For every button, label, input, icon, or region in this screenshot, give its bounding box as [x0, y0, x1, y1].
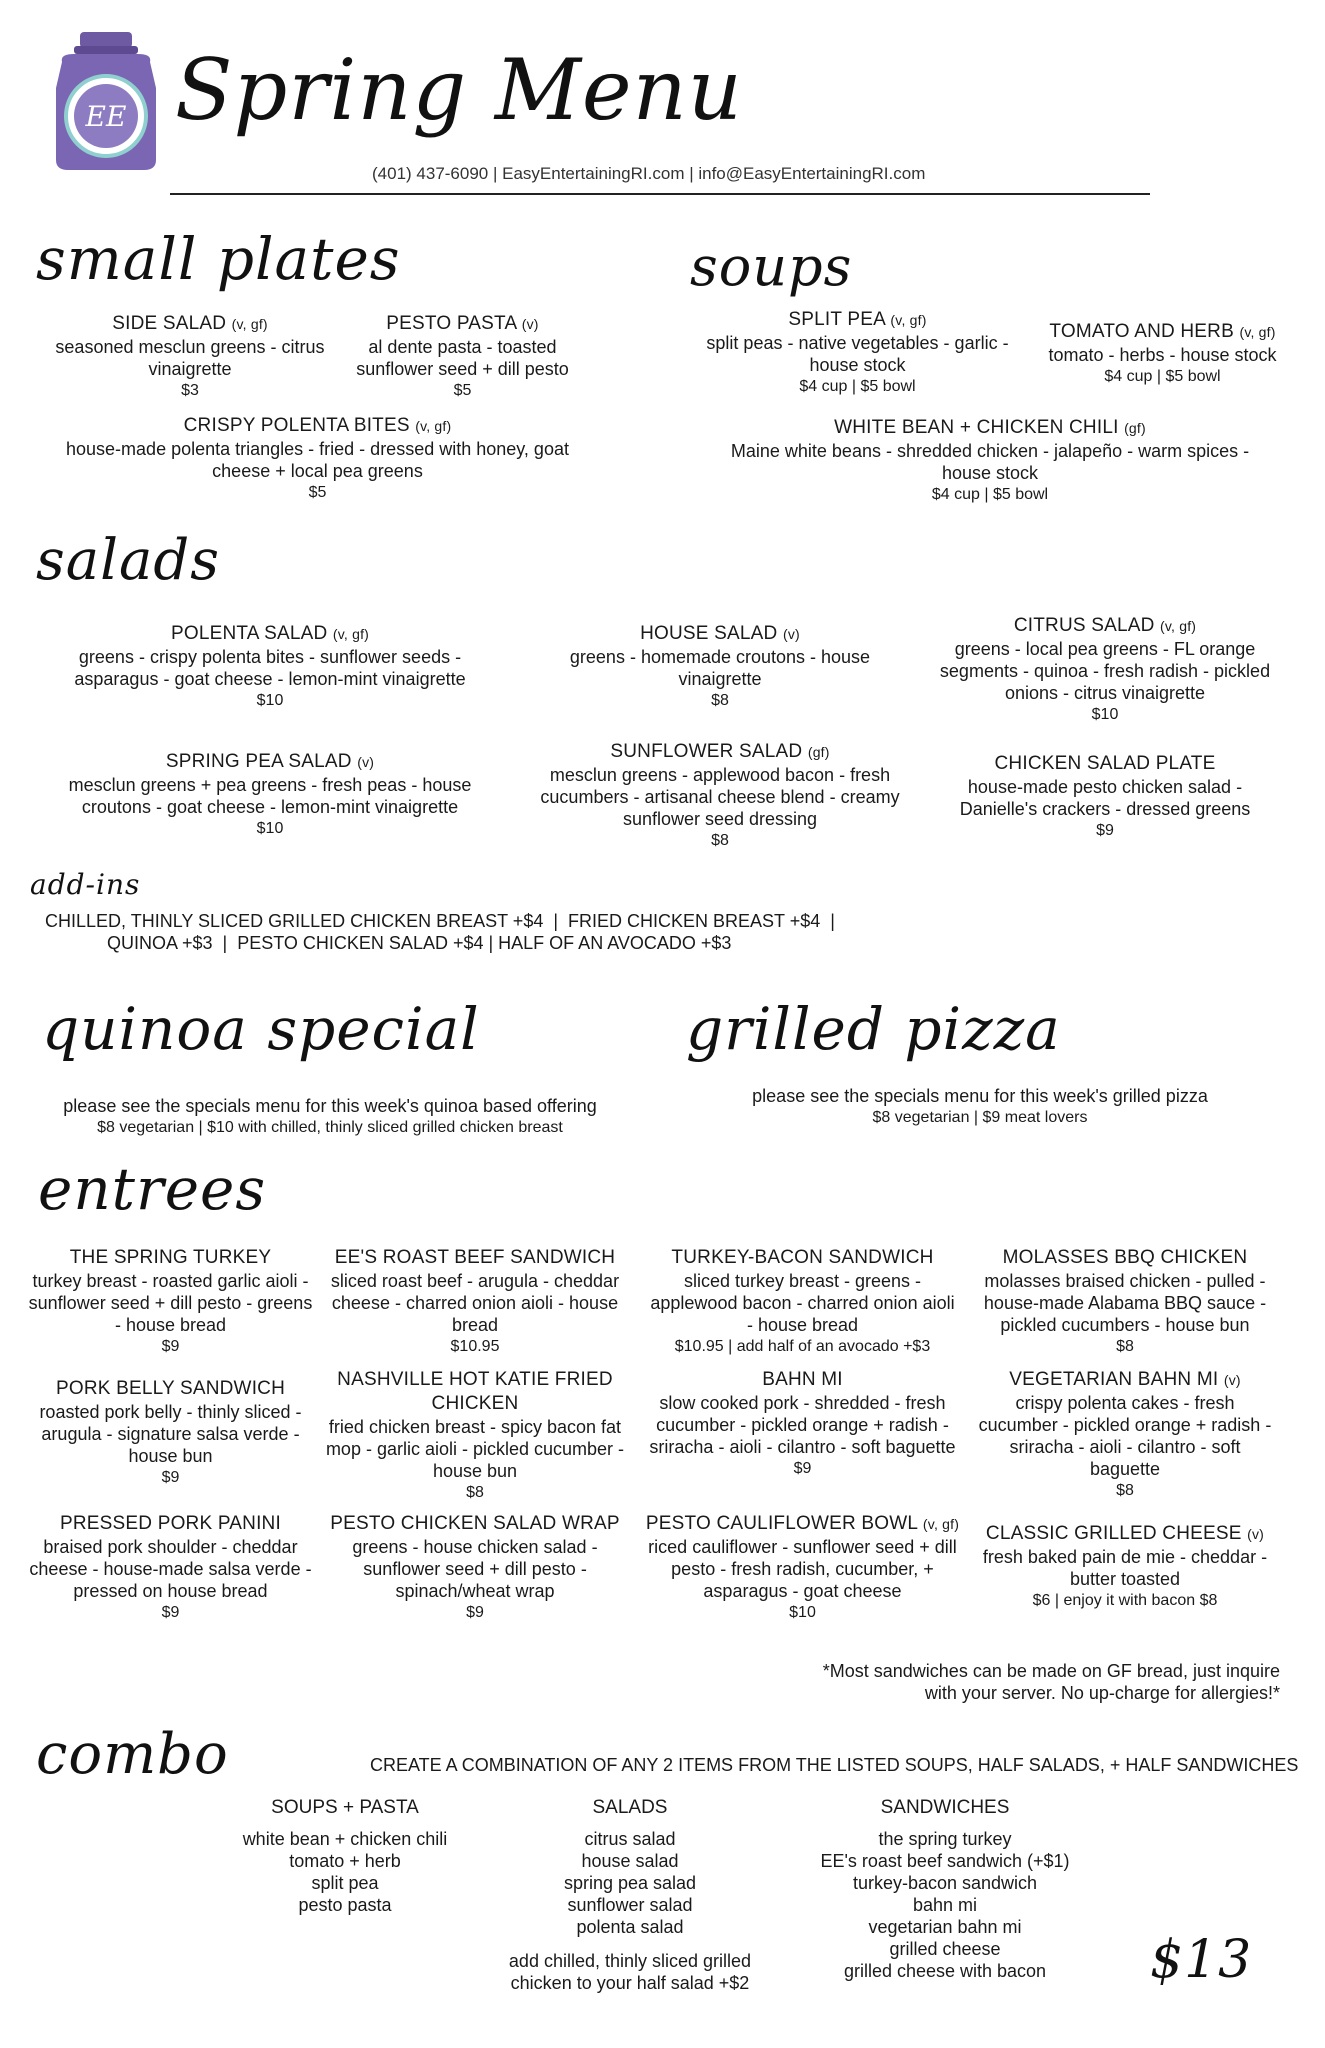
- item-tag: (gf): [807, 744, 830, 760]
- add-ins-line-2: QUINOA +$3 | PESTO CHICKEN SALAD +$4 | HALF OF AN AVOCADO +$3: [107, 933, 732, 953]
- combo-option: bahn mi: [912, 1895, 978, 1915]
- menu-item-crispy-polenta-bites: [40, 414, 595, 504]
- item-price: $6 | enjoy it with bacon $8: [1032, 1592, 1218, 1609]
- menu-item-spring-turkey: [28, 1246, 313, 1358]
- combo-column-salads: [490, 1796, 770, 1994]
- item-name: SPLIT PEA: [788, 309, 885, 330]
- item-price: $9: [466, 1604, 484, 1621]
- item-name: PESTO CAULIFLOWER BOWL: [645, 1513, 918, 1534]
- easy-entertaining-logo: [40, 28, 172, 174]
- item-tag: (v, gf): [922, 1516, 960, 1532]
- quinoa-price: $8 vegetarian | $10 with chilled, thinly sliced grilled chicken breast: [97, 1119, 563, 1136]
- menu-item-polenta-salad: [55, 622, 485, 712]
- item-price: $9: [793, 1460, 812, 1477]
- item-description: al dente pasta - toasted sunflower seed + dill pesto: [356, 337, 569, 379]
- item-name: BAHN MI: [762, 1369, 843, 1390]
- item-name: PORK BELLY SANDWICH: [55, 1378, 286, 1399]
- item-description: fresh baked pain de mie - cheddar - butter toasted: [982, 1547, 1268, 1589]
- section-heading-soups: soups: [690, 235, 853, 298]
- item-price: $5: [453, 382, 472, 399]
- item-description: riced cauliflower - sunflower seed + dill pesto - fresh radish, cucumber, + asparagus - goat cheese: [648, 1537, 957, 1601]
- combo-column-soups-pasta: [215, 1796, 475, 1916]
- item-description: roasted pork belly - thinly sliced - arugula - signature salsa verde - house bun: [39, 1402, 302, 1466]
- contact-line: (401) 437-6090 | EasyEntertainingRI.com | info@EasyEntertainingRI.com: [372, 164, 926, 183]
- menu-item-vegetarian-bahn-mi: [975, 1368, 1275, 1502]
- menu-item-pesto-chicken-salad-wrap: [325, 1512, 625, 1624]
- combo-column-heading: SANDWICHES: [880, 1797, 1010, 1818]
- menu-item-citrus-salad: [925, 614, 1285, 726]
- menu-item-turkey-bacon-sandwich: [645, 1246, 960, 1358]
- item-description: seasoned mesclun greens - citrus vinaigrette: [55, 337, 325, 379]
- item-description: molasses braised chicken - pulled - house-made Alabama BBQ sauce - pickled cucumbers - house bun: [983, 1271, 1267, 1335]
- item-description: greens - crispy polenta bites - sunflower seeds - asparagus - goat cheese - lemon-mint vinaigrette: [74, 647, 466, 689]
- item-name: MOLASSES BBQ CHICKEN: [1002, 1247, 1248, 1268]
- menu-item-side-salad: [40, 312, 340, 402]
- menu-item-bahn-mi: [645, 1368, 960, 1480]
- item-tag: (gf): [1124, 420, 1146, 436]
- section-heading-entrees: entrees: [38, 1155, 267, 1223]
- section-heading-salads: salads: [36, 528, 221, 593]
- pizza-description: please see the specials menu for this week's grilled pizza: [752, 1086, 1208, 1106]
- menu-item-chicken-salad-plate: [945, 752, 1265, 842]
- combo-option: spring pea salad: [563, 1873, 697, 1893]
- menu-item-spring-pea-salad: [55, 750, 485, 840]
- combo-intro: CREATE A COMBINATION OF ANY 2 ITEMS FROM THE LISTED SOUPS, HALF SALADS, + HALF SANDWICHES: [370, 1755, 1299, 1775]
- item-name: POLENTA SALAD: [170, 623, 328, 644]
- gf-note-line-1: *Most sandwiches can be made on GF bread, just inquire: [822, 1661, 1280, 1681]
- item-name: THE SPRING TURKEY: [69, 1247, 272, 1268]
- menu-item-pesto-cauliflower-bowl: [645, 1512, 960, 1624]
- item-name: WHITE BEAN + CHICKEN CHILI: [834, 417, 1119, 438]
- item-description: house-made polenta triangles - fried - dressed with honey, goat cheese + local pea greens: [66, 439, 569, 481]
- item-name: CRISPY POLENTA BITES: [183, 415, 410, 436]
- combo-column-heading: SALADS: [592, 1797, 668, 1818]
- item-description: tomato - herbs - house stock: [1048, 345, 1277, 365]
- combo-option: the spring turkey: [878, 1829, 1012, 1849]
- item-name: SUNFLOWER SALAD: [610, 741, 803, 762]
- item-tag: (v): [521, 316, 539, 332]
- menu-item-classic-grilled-cheese: [975, 1522, 1275, 1612]
- item-price: $9: [161, 1469, 180, 1486]
- item-description: slow cooked pork - shredded - fresh cucumber - pickled orange + radish - sriracha - aioli - cilantro - soft baguette: [649, 1393, 956, 1457]
- combo-column-sandwiches: [800, 1796, 1090, 1982]
- combo-option: polenta salad: [576, 1917, 684, 1937]
- item-tag: (v, gf): [1239, 324, 1276, 340]
- section-heading-combo: combo: [36, 1722, 229, 1787]
- item-price: $10: [789, 1604, 816, 1621]
- item-description: greens - homemade croutons - house vinaigrette: [569, 647, 871, 689]
- grilled-pizza-info: [700, 1085, 1260, 1129]
- item-price: $10.95 | add half of an avocado +$3: [674, 1338, 931, 1355]
- item-name: CITRUS SALAD: [1013, 615, 1155, 636]
- item-tag: (v): [1223, 1372, 1241, 1388]
- item-price: $10.95: [450, 1338, 500, 1355]
- menu-item-roast-beef-sandwich: [325, 1246, 625, 1358]
- item-price: $8: [1116, 1482, 1134, 1499]
- menu-item-house-salad: [555, 622, 885, 712]
- menu-item-pork-belly-sandwich: [28, 1377, 313, 1489]
- item-tag: (v, gf): [1160, 618, 1197, 634]
- item-price: $4 cup | $5 bowl: [799, 378, 916, 395]
- item-description: mesclun greens + pea greens - fresh peas - house croutons - goat cheese - lemon-mint vinaigrette: [68, 775, 472, 817]
- item-tag: (v): [1247, 1526, 1265, 1542]
- pizza-price: $8 vegetarian | $9 meat lovers: [872, 1109, 1088, 1126]
- section-heading-small-plates: small plates: [36, 225, 401, 293]
- item-price: $8: [466, 1484, 484, 1501]
- combo-option: turkey-bacon sandwich: [852, 1873, 1038, 1893]
- combo-option: white bean + chicken chili: [242, 1829, 448, 1849]
- item-description: fried chicken breast - spicy bacon fat mop - garlic aioli - pickled cucumber - house bun: [325, 1417, 625, 1481]
- page-title: Spring Menu: [175, 41, 743, 139]
- combo-option: vegetarian bahn mi: [868, 1917, 1022, 1937]
- item-tag: (v, gf): [231, 316, 268, 332]
- item-name: PRESSED PORK PANINI: [60, 1513, 281, 1534]
- combo-option: split pea: [311, 1873, 379, 1893]
- item-name: CLASSIC GRILLED CHEESE: [985, 1523, 1242, 1544]
- item-name: VEGETARIAN BAHN MI: [1009, 1369, 1219, 1390]
- menu-item-pressed-pork-panini: [28, 1512, 313, 1624]
- item-description: turkey breast - roasted garlic aioli - sunflower seed + dill pesto - greens - house bread: [28, 1271, 313, 1335]
- item-name: EE'S ROAST BEEF SANDWICH: [334, 1247, 616, 1268]
- item-price: $4 cup | $5 bowl: [931, 486, 1049, 503]
- menu-item-white-bean-chili: [705, 416, 1275, 506]
- item-price: $9: [161, 1338, 180, 1355]
- item-name: NASHVILLE HOT KATIE FRIED CHICKEN: [337, 1369, 613, 1414]
- menu-item-nashville-hot-chicken: [325, 1368, 625, 1504]
- item-description: mesclun greens - applewood bacon - fresh cucumbers - artisanal cheese blend - creamy sunflower seed dressing: [540, 765, 900, 829]
- combo-option: grilled cheese: [889, 1939, 1001, 1959]
- item-name: SPRING PEA SALAD: [165, 751, 352, 772]
- svg-text:EE: EE: [85, 100, 127, 133]
- add-ins-line-1: CHILLED, THINLY SLICED GRILLED CHICKEN BREAST +$4 | FRIED CHICKEN BREAST +$4 |: [45, 911, 835, 931]
- item-price: $3: [181, 382, 199, 399]
- item-price: $8: [1116, 1338, 1134, 1355]
- item-description: braised pork shoulder - cheddar cheese - house-made salsa verde - pressed on house bread: [29, 1537, 312, 1601]
- combo-option: grilled cheese with bacon: [843, 1961, 1047, 1981]
- item-price: $10: [1091, 706, 1119, 723]
- gluten-free-note: [700, 1660, 1280, 1704]
- item-name: TOMATO AND HERB: [1049, 321, 1234, 342]
- item-price: $8: [711, 692, 729, 709]
- menu-item-split-pea: [695, 308, 1020, 398]
- menu-item-pesto-pasta: [340, 312, 585, 402]
- combo-option: sunflower salad: [567, 1895, 693, 1915]
- item-price: $8: [711, 832, 729, 849]
- item-price: $4 cup | $5 bowl: [1104, 368, 1221, 385]
- item-name: SIDE SALAD: [112, 313, 227, 334]
- gf-note-line-2: with your server. No up-charge for allergies!*: [924, 1683, 1280, 1703]
- combo-option: pesto pasta: [298, 1895, 392, 1915]
- item-price: $5: [308, 484, 327, 501]
- section-heading-add-ins: add-ins: [30, 868, 141, 901]
- item-description: split peas - native vegetables - garlic - house stock: [706, 333, 1009, 375]
- item-price: $10: [256, 820, 284, 837]
- combo-option: citrus salad: [584, 1829, 676, 1849]
- item-price: $9: [1096, 822, 1114, 839]
- combo-salad-addon-note: add chilled, thinly sliced grilled chicken to your half salad +$2: [508, 1951, 752, 1993]
- item-price: $9: [161, 1604, 180, 1621]
- menu-item-tomato-herb: [1035, 320, 1290, 388]
- quinoa-description: please see the specials menu for this week's quinoa based offering: [63, 1096, 597, 1116]
- item-name: TURKEY-BACON SANDWICH: [671, 1247, 934, 1268]
- item-description: house-made pesto chicken salad - Danielle's crackers - dressed greens: [959, 777, 1251, 819]
- quinoa-special-info: [40, 1095, 620, 1139]
- header-divider: [170, 193, 1150, 195]
- item-name: CHICKEN SALAD PLATE: [994, 753, 1216, 774]
- item-tag: (v): [357, 754, 375, 770]
- item-price: $10: [256, 692, 284, 709]
- item-name: PESTO PASTA: [386, 313, 517, 334]
- combo-price: $13: [1150, 1930, 1253, 1990]
- item-description: greens - house chicken salad - sunflower seed + dill pesto - spinach/wheat wrap: [352, 1537, 598, 1601]
- item-tag: (v, gf): [332, 626, 370, 642]
- item-description: greens - local pea greens - FL orange segments - quinoa - fresh radish - pickled onions - citrus vinaigrette: [939, 639, 1271, 703]
- combo-option: EE's roast beef sandwich (+$1): [820, 1851, 1070, 1871]
- combo-option: house salad: [581, 1851, 679, 1871]
- item-description: crispy polenta cakes - fresh cucumber - pickled orange + radish - sriracha - aioli - cilantro - soft baguette: [978, 1393, 1272, 1479]
- item-description: sliced turkey breast - greens - applewood bacon - charred onion aioli - house bread: [650, 1271, 955, 1335]
- item-tag: (v): [782, 626, 800, 642]
- section-heading-grilled-pizza: grilled pizza: [686, 995, 1061, 1063]
- section-heading-quinoa-special: quinoa special: [42, 995, 480, 1063]
- combo-column-heading: SOUPS + PASTA: [271, 1797, 419, 1818]
- item-description: Maine white beans - shredded chicken - jalapeño - warm spices - house stock: [730, 441, 1250, 483]
- item-description: sliced roast beef - arugula - cheddar cheese - charred onion aioli - house bread: [330, 1271, 620, 1335]
- item-name: HOUSE SALAD: [640, 623, 778, 644]
- menu-item-molasses-bbq-chicken: [975, 1246, 1275, 1358]
- combo-option: tomato + herb: [289, 1851, 401, 1871]
- item-tag: (v, gf): [890, 312, 927, 328]
- menu-item-sunflower-salad: [530, 740, 910, 852]
- item-name: PESTO CHICKEN SALAD WRAP: [330, 1513, 620, 1534]
- item-tag: (v, gf): [415, 418, 452, 434]
